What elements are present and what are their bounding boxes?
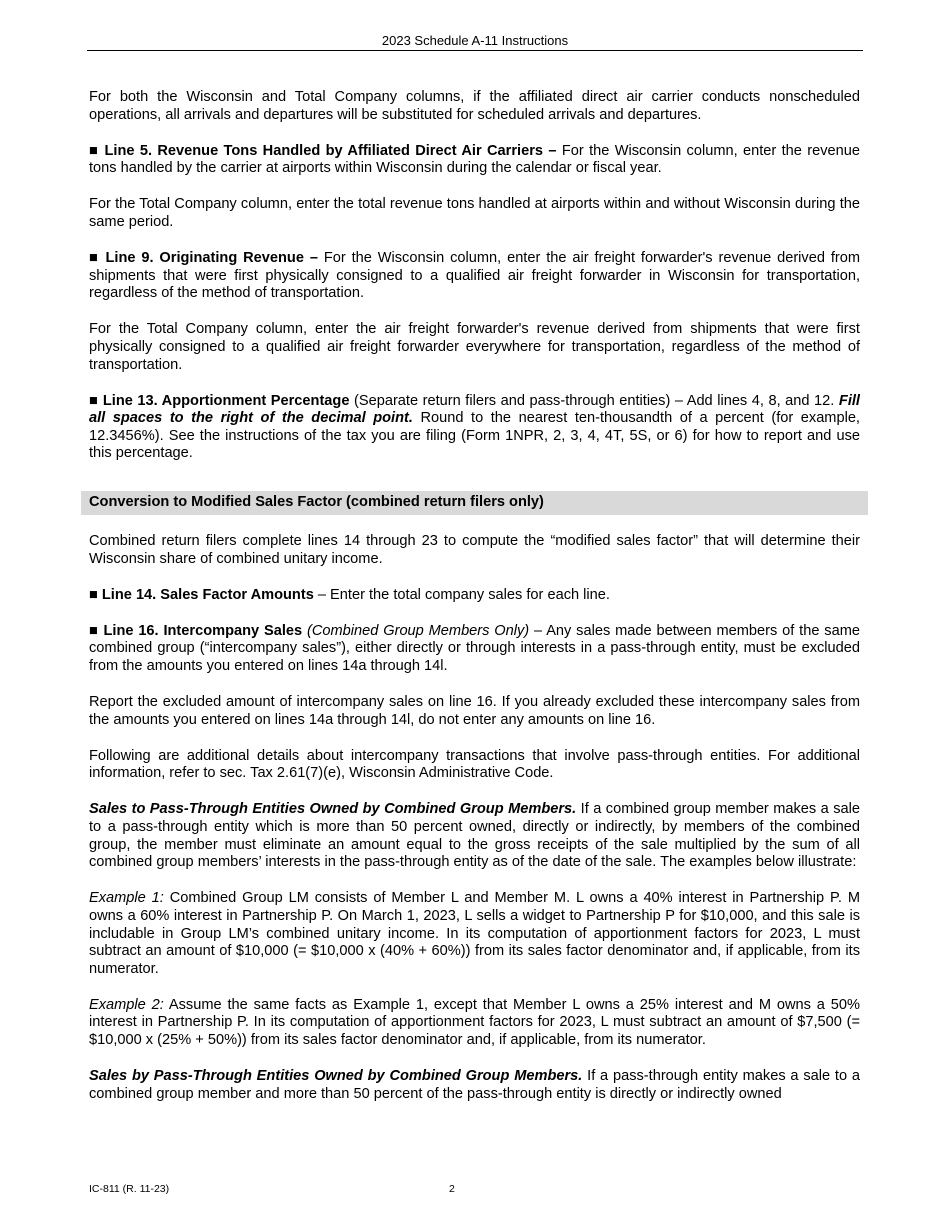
document-body: [89, 89, 860, 1122]
paragraph-total-tons: For the Total Company column, enter the total revenue tons handled at airports within and without Wisconsin during the same period.: [89, 196, 860, 230]
paragraph-sales-to-pte: [89, 801, 860, 871]
line-9-heading: Line 9. Originating Revenue –: [105, 250, 318, 267]
line-13-heading: Line 13. Apportionment Percentage: [102, 392, 350, 409]
paragraph-line-16: [89, 623, 860, 676]
paragraph-total-revenue: For the Total Company column, enter the air freight forwarder's revenue derived from shipments that were first physically consigned to a qualified air freight forwarder everywhere for transportation, regardless of the method of transportation.: [89, 321, 860, 373]
sales-to-pte-text: If a combined group member makes a sale to a pass-through entity which is more than 50 percent owned, directly or indirectly, by members of the combined group, the member must eliminate an amount equal to the gross receipts of the sale multiplied by the sum of all combined group members’ interests in the pass-through entity as of the date of the sale. The examples below illustrate:: [89, 801, 860, 871]
form-id: IC-811 (R. 11-23): [89, 1183, 170, 1195]
paragraph-line-13: [89, 393, 860, 463]
bullet-icon: ■: [89, 142, 100, 159]
paragraph-report-excluded: Report the excluded amount of intercompany sales on line 16. If you already excluded these intercompany sales from the amounts you entered on lines 14a through 14l, do not enter any amounts on line 16.: [89, 694, 860, 728]
example-1-text: Combined Group LM consists of Member L and Member M. L owns a 40% interest in Partnership P. M owns a 60% interest in Partnership P. On March 1, 2023, L sells a widget to Partnership P for $10,000, and this sale is includable in Group LM’s combined unitary income. In its computation of apportionment factors for 2023, L must subtract an amount of $10,000 (= $10,000 x (40% + 60%)) from its sales factor denominator and, if applicable, from its numerator.: [89, 890, 860, 977]
line-5-heading: Line 5. Revenue Tons Handled by Affiliated Direct Air Carriers –: [104, 142, 557, 159]
paragraph-example-1: [89, 890, 860, 978]
page-number: 2: [449, 1183, 455, 1195]
paragraph-line-14: [89, 587, 860, 605]
line-13-emphasis: Fill all spaces to the right of the decimal point.: [89, 392, 860, 427]
bullet-icon: ■: [89, 622, 99, 639]
sales-to-pte-heading: Sales to Pass-Through Entities Owned by Combined Group Members.: [89, 801, 577, 818]
example-2-label: Example 2:: [89, 996, 164, 1013]
example-2-text: Assume the same facts as Example 1, except that Member L owns a 25% interest and M owns a 50% interest in Partnership P. In its computation of apportionment factors for 2023, L must subtract an amount of $7,500 (= $10,000 x (25% + 50%)) from its sales factor denominator and, if applicable, from its numerator.: [89, 996, 860, 1048]
bullet-icon: ■: [89, 586, 98, 603]
page-header: 2023 Schedule A-11 Instructions: [87, 33, 863, 51]
line-14-text: – Enter the total company sales for each line.: [317, 586, 610, 603]
line-16-text: – Any sales made between members of the same combined group (“intercompany sales”), either directly or through interests in a pass-through entity, must be excluded from the amounts you entered on lines 14a through 14l.: [89, 622, 860, 674]
paragraph-combined-intro: Combined return filers complete lines 14 through 23 to compute the “modified sales factor” that will determine their Wisconsin share of combined unitary income.: [89, 533, 860, 567]
line-16-italic: (Combined Group Members Only): [307, 622, 530, 639]
line-5-text: For the Wisconsin column, enter the revenue tons handled by the carrier at airports within Wisconsin during the calendar or fiscal year.: [89, 142, 860, 177]
paragraph-sales-by-pte: [89, 1068, 860, 1103]
bullet-icon: ■: [89, 392, 99, 409]
paragraph-nonscheduled: For both the Wisconsin and Total Company columns, if the affiliated direct air carrier conducts nonscheduled operations, all arrivals and departures will be substituted for scheduled arrivals and departures.: [89, 89, 860, 123]
paragraph-line-5: [89, 143, 860, 178]
paragraph-additional-details: Following are additional details about intercompany transactions that involve pass-through entities. For additional information, refer to sec. Tax 2.61(7)(e), Wisconsin Administrative Code.: [89, 747, 860, 782]
example-1-label: Example 1:: [89, 890, 164, 907]
sales-by-pte-heading: Sales by Pass-Through Entities Owned by Combined Group Members.: [89, 1068, 583, 1085]
line-13-text-2: Round to the nearest ten-thousandth of a percent (for example, 12.3456%). See the instructions of the tax you are filing (Form 1NPR, 2, 3, 4, 4T, 5S, or 6) for how to report and use this percentage.: [89, 410, 860, 462]
sales-by-pte-text: If a pass-through entity makes a sale to a combined group member and more than 50 percent of the pass-through entity is directly or indirectly owned: [89, 1068, 860, 1102]
bullet-icon: ■: [89, 250, 100, 267]
paragraph-example-2: [89, 997, 860, 1050]
paragraph-line-9: [89, 250, 860, 303]
line-13-text-1: (Separate return filers and pass-through entities) – Add lines 4, 8, and 12.: [354, 392, 835, 409]
line-14-heading: Line 14. Sales Factor Amounts: [101, 586, 314, 603]
line-16-heading: Line 16. Intercompany Sales: [103, 622, 303, 639]
section-heading: Conversion to Modified Sales Factor (combined return filers only): [81, 491, 868, 515]
line-9-text: For the Wisconsin column, enter the air freight forwarder's revenue derived from shipments that were first physically consigned to a qualified air freight forwarder in Wisconsin for transportation, regardless of the method of transportation.: [89, 250, 861, 302]
